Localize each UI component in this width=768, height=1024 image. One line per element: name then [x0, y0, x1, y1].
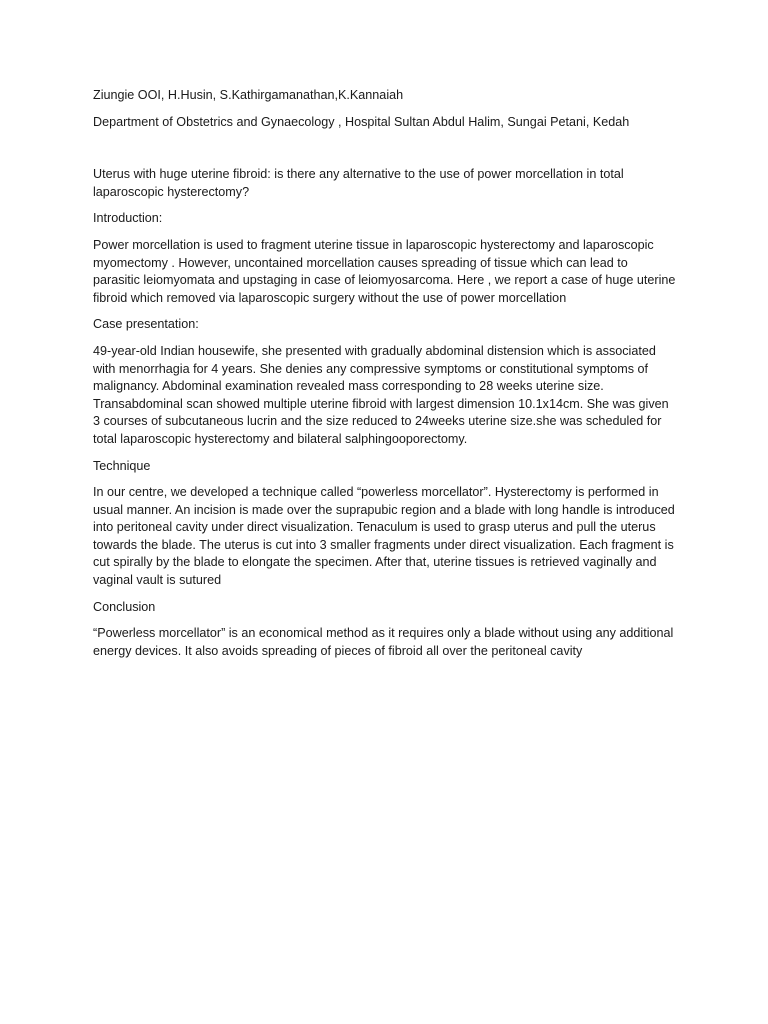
section-body-conclusion: “Powerless morcellator” is an economical method as it requires only a blade without using any additional energy devices. It also avoids spreading of pieces of fibroid all over the peritoneal cavity: [93, 626, 674, 658]
author-list: Ziungie OOI, H.Husin, S.Kathirgamanathan,K.Kannaiah: [93, 88, 404, 102]
section-heading-introduction: Introduction:: [93, 211, 163, 226]
document-title: Uterus with huge uterine fibroid: is there any alternative to the use of power morcellation in total laparoscopic hysterectomy?: [93, 167, 624, 199]
section-body-technique: In our centre, we developed a technique called “powerless morcellator”. Hysterectomy is performed in usual manner. An incision is made over the suprapubic region and a blade with long handle is introduced into peritoneal cavity under direct visualization. Tenaculum is used to grasp uterus and pull the uterus towards the blade. The uterus is cut into 3 smaller fragments under direct visualization. Each fragment is cut spirally by the blade to elongate the specimen. After that, uterine tissues is retrieved vaginally and vaginal vault is sutured: [93, 485, 675, 588]
section-body-case-presentation: 49-year-old Indian housewife, she presented with gradually abdominal distension which is associated with menorrhagia for 4 years. She denies any compressive symptoms or constitutional symptoms of malignancy. Abdominal examination revealed mass corresponding to 28 weeks uterine size. Transabdominal scan showed multiple uterine fibroid with largest dimension 10.1x14cm. She was given 3 courses of subcutaneous lucrin and the size reduced to 24weeks uterine size.she was scheduled for total laparoscopic hysterectomy and bilateral salphingooporectomy.: [93, 343, 669, 446]
section-heading-technique: Technique: [93, 458, 151, 473]
section-heading-conclusion: Conclusion: [93, 599, 156, 614]
document-body: [93, 87, 678, 669]
section-body-introduction: Power morcellation is used to fragment uterine tissue in laparoscopic hysterectomy and laparoscopic myomectomy . However, uncontained morcellation causes spreading of tissue which can lead to parasitic leiomyomata and upstaging in case of leiomyosarcoma. Here , we report a case of huge uterine fibroid which removed via laparoscopic surgery without the use of power morcellation: [93, 237, 676, 305]
section-heading-case-presentation: Case presentation:: [93, 317, 199, 332]
department-affiliation: Department of Obstetrics and Gynaecology , Hospital Sultan Abdul Halim, Sungai Petani, Kedah: [93, 114, 630, 129]
